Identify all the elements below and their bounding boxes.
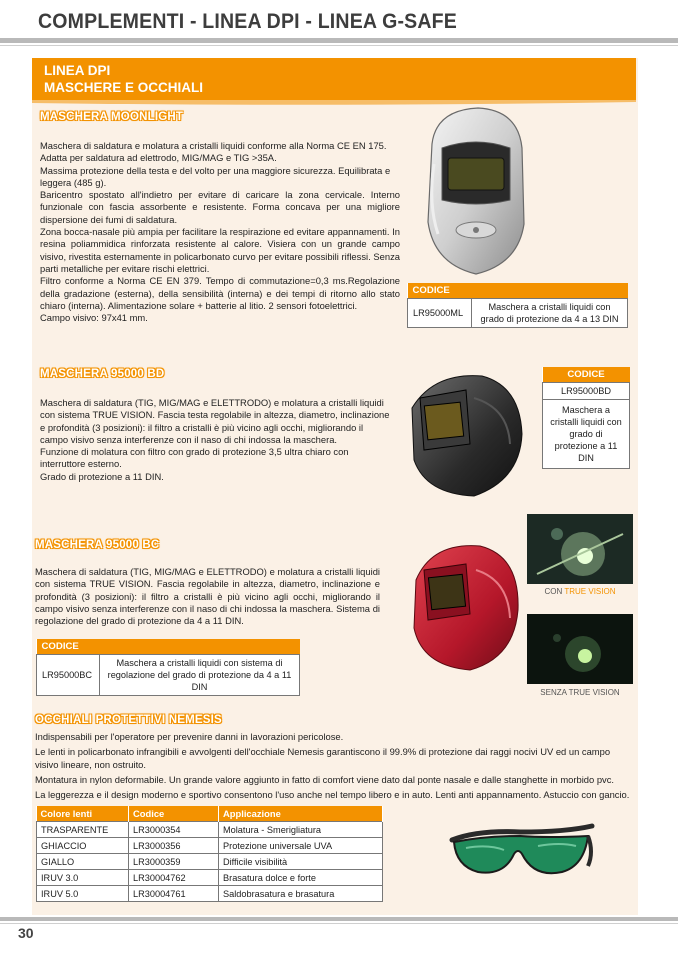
table-header-row bbox=[37, 806, 383, 822]
moonlight-para: Campo visivo: 97x41 mm. bbox=[40, 312, 148, 324]
column-header: Colore lenti bbox=[37, 806, 129, 822]
without-true-vision-label: SENZA TRUE VISION bbox=[540, 688, 620, 697]
table-cell: Saldobrasatura e brasatura bbox=[219, 886, 383, 902]
bd-para: Funzione di molatura con filtro con grado di protezione 3,5 ultra chiaro con interruttore esterno. bbox=[40, 446, 349, 470]
with-true-vision-photo bbox=[527, 514, 633, 584]
banner-line1: LINEA DPI bbox=[44, 63, 111, 78]
banner-wave bbox=[32, 100, 636, 106]
table-row bbox=[37, 870, 383, 886]
bd-code-table bbox=[542, 367, 630, 469]
code-header: CODICE bbox=[408, 283, 628, 299]
bd-para: Maschera di saldatura (TIG, MIG/MAG e ELETTRODO) e molatura a cristalli liquidi con sistema TRUE VISION. Fascia testa regolabile in altezza, diametro, inclinazione e profondità (3 posizioni): il filtro a cristalli è più vicino agli occhi, migliorando il campo visivo senza interferenze con il naso di chi indossa la maschera. bbox=[40, 397, 390, 445]
moonlight-para: Zona bocca-nasale più ampia per facilitare la respirazione ed evitare appannamenti. In resina poliammidica rinforzata resistente al calore. Visiera con un grande campo visivo, rivestita esternamente in policarbonato curvo per evitare possibili riflessi. Senza parti metalliche per evitare rischi elettrici. bbox=[40, 226, 400, 274]
bd-helmet-image bbox=[404, 368, 526, 502]
bd-title: MASCHERA 95000 BD bbox=[40, 368, 165, 380]
nemesis-title: OCCHIALI PROTETTIVI NEMESIS bbox=[35, 714, 222, 726]
nemesis-lens-table bbox=[36, 806, 383, 902]
table-row bbox=[37, 886, 383, 902]
table-cell: IRUV 5.0 bbox=[37, 886, 129, 902]
table-cell: LR3000356 bbox=[129, 838, 219, 854]
header-rule-thin bbox=[0, 45, 678, 46]
moonlight-para: Massima protezione della testa e del volto per una maggiore sicurezza. Equilibrata e leggera (485 g). bbox=[40, 164, 391, 188]
code-header: CODICE bbox=[37, 639, 300, 655]
product-code: LR95000ML bbox=[408, 299, 472, 328]
moonlight-helmet-image bbox=[420, 104, 530, 278]
table-row bbox=[37, 854, 383, 870]
table-row bbox=[37, 838, 383, 854]
table-cell: TRASPARENTE bbox=[37, 822, 129, 838]
table-cell: IRUV 3.0 bbox=[37, 870, 129, 886]
table-cell: GIALLO bbox=[37, 854, 129, 870]
footer-rule bbox=[0, 917, 678, 921]
bc-code-table bbox=[36, 639, 300, 696]
table-cell: LR3000354 bbox=[129, 822, 219, 838]
code-header: CODICE bbox=[543, 367, 630, 383]
nemesis-para: La leggerezza e il design moderno e sportivo consentono l'uso anche nel tempo libero e in auto. Lenti anti appannamento. Astuccio con gancio. bbox=[35, 789, 630, 801]
without-true-vision-photo bbox=[527, 614, 633, 684]
product-code: LR95000BC bbox=[37, 655, 100, 696]
product-code: LR95000BD bbox=[543, 383, 630, 400]
table-cell: GHIACCIO bbox=[37, 838, 129, 854]
bc-title: MASCHERA 95000 BC bbox=[35, 539, 160, 551]
nemesis-glasses-image bbox=[448, 822, 596, 892]
section-banner bbox=[32, 58, 636, 100]
bc-description bbox=[35, 566, 380, 627]
column-header: Codice bbox=[129, 806, 219, 822]
page-title: COMPLEMENTI - LINEA DPI - LINEA G-SAFE bbox=[38, 10, 458, 33]
header-rule bbox=[0, 38, 678, 43]
photo-label-prefix: CON bbox=[544, 587, 565, 596]
table-row bbox=[37, 822, 383, 838]
moonlight-title: MASCHERA MOONLIGHT bbox=[40, 111, 184, 123]
table-cell: Brasatura dolce e forte bbox=[219, 870, 383, 886]
moonlight-code-table bbox=[407, 283, 628, 328]
table-cell: LR30004762 bbox=[129, 870, 219, 886]
product-code-description: Maschera a cristalli liquidi con grado di protezione da 4 a 13 DIN bbox=[472, 299, 628, 328]
table-cell: LR30004761 bbox=[129, 886, 219, 902]
product-code-description: Maschera a cristalli liquidi con sistema di regolazione del grado di protezione da 4 a 11 DIN bbox=[100, 655, 300, 696]
page-number: 30 bbox=[18, 925, 34, 941]
nemesis-description bbox=[35, 731, 635, 801]
table-cell: Protezione universale UVA bbox=[219, 838, 383, 854]
bc-para: Maschera di saldatura (TIG, MIG/MAG e ELETTRODO) e molatura a cristalli liquidi con sistema TRUE VISION. Fascia regolabile in altezza, diametro, inclinazione e profondità (3 posizioni): il filtro a cristalli è più vicino agli occhi, migliorando il campo visivo senza interferenze con il naso di chi indossa la maschera. Sistema di regolazione del grado di protezione da 4 a 11 DIN. bbox=[35, 566, 380, 627]
moonlight-para: Maschera di saldatura e molatura a cristalli liquidi conforme alla Norma CE EN 175. Adatta per saldatura ad elettrodo, MIG/MAG e TIG >35A. bbox=[40, 140, 387, 164]
product-code-description: Maschera a cristalli liquidi con grado di protezione a 11 DIN bbox=[543, 400, 630, 469]
photo-label-highlight: TRUE VISION bbox=[564, 587, 616, 596]
banner-line2: MASCHERE E OCCHIALI bbox=[44, 80, 204, 95]
table-cell: LR3000359 bbox=[129, 854, 219, 870]
nemesis-para: Le lenti in policarbonato infrangibili e avvolgenti dell'occhiale Nemesis garantiscono il 99.9% di protezione dai raggi nocivi UV ed un campo visivo lineare, non ostruito. bbox=[35, 746, 611, 770]
bd-para: Grado di protezione a 11 DIN. bbox=[40, 470, 164, 482]
table-cell: Difficile visibilità bbox=[219, 854, 383, 870]
bc-helmet-image bbox=[410, 540, 522, 674]
moonlight-para: Baricentro spostato all'indietro per evitare di caricare la zona cervicale. Interno funzionale con fascia assorbente e resistente. Forma concava per una migliore dispersione dei fumi di saldatura. bbox=[40, 189, 400, 225]
moonlight-para: Filtro conforme a Norma CE EN 379. Tempo di commutazione=0,3 ms.Regolazione della gradazione (esterna), della sensibilità (interna) e dei tempi di ritorno allo stato chiaro (interna). Alimentazione solare + batterie al litio. 2 sensori fotoelettrici. bbox=[40, 275, 400, 311]
with-true-vision-label bbox=[527, 587, 633, 596]
moonlight-description bbox=[40, 140, 400, 324]
nemesis-para: Indispensabili per l'operatore per prevenire danni in lavorazioni pericolose. bbox=[35, 731, 344, 742]
table-cell: Molatura - Smerigliatura bbox=[219, 822, 383, 838]
bd-description bbox=[40, 397, 390, 483]
footer-rule-thin bbox=[0, 923, 678, 924]
nemesis-para: Montatura in nylon deformabile. Un grande valore aggiunto in fatto di comfort viene dato dal ponte nasale e dalle stanghette in morbido pvc. bbox=[35, 773, 615, 785]
column-header: Applicazione bbox=[219, 806, 383, 822]
